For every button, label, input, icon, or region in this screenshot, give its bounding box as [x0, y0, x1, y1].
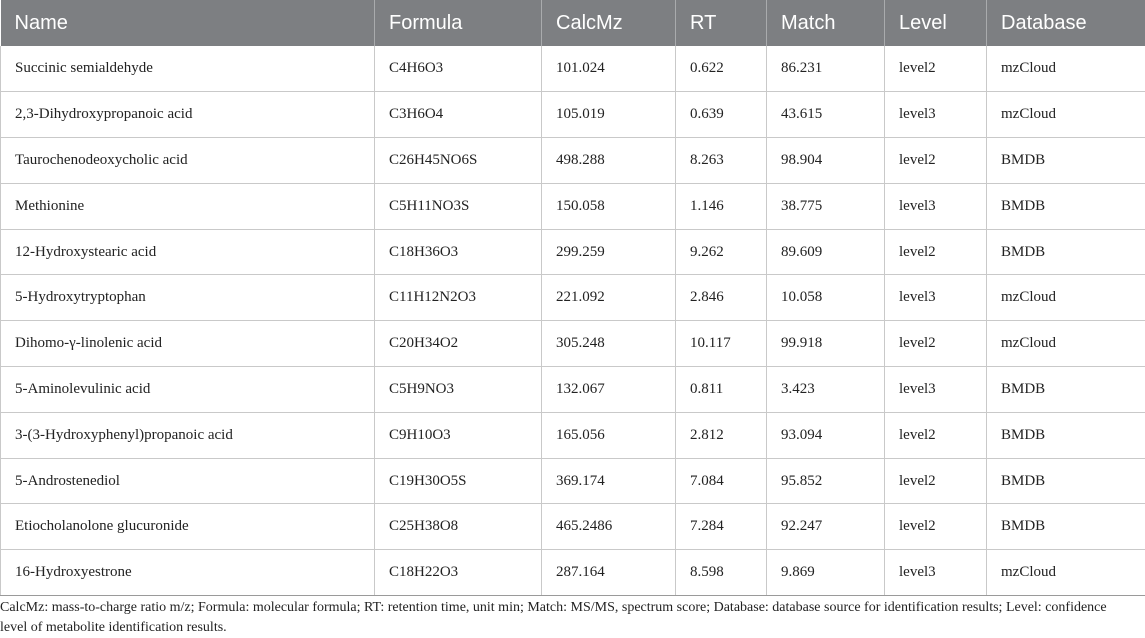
table-row [1, 138, 1145, 184]
cell-calcmz: 132.067 [542, 367, 676, 413]
column-header-rt: RT [676, 0, 767, 46]
cell-rt: 0.811 [676, 367, 767, 413]
cell-name: Dihomo-γ-linolenic acid [1, 321, 375, 367]
cell-match: 95.852 [767, 458, 885, 504]
table-row [1, 183, 1145, 229]
cell-name: Succinic semialdehyde [1, 46, 375, 92]
cell-name: 3-(3-Hydroxyphenyl)propanoic acid [1, 412, 375, 458]
cell-rt: 9.262 [676, 229, 767, 275]
cell-formula: C25H38O8 [375, 504, 542, 550]
cell-match: 9.869 [767, 550, 885, 596]
cell-name: 12-Hydroxystearic acid [1, 229, 375, 275]
cell-rt: 0.622 [676, 46, 767, 92]
cell-level: level2 [885, 138, 987, 184]
cell-formula: C5H9NO3 [375, 367, 542, 413]
cell-database: BMDB [987, 229, 1145, 275]
cell-database: mzCloud [987, 92, 1145, 138]
cell-calcmz: 150.058 [542, 183, 676, 229]
cell-rt: 7.284 [676, 504, 767, 550]
cell-match: 3.423 [767, 367, 885, 413]
cell-database: mzCloud [987, 550, 1145, 596]
cell-calcmz: 287.164 [542, 550, 676, 596]
cell-match: 92.247 [767, 504, 885, 550]
table-row [1, 229, 1145, 275]
cell-name: Etiocholanolone glucuronide [1, 504, 375, 550]
table-row [1, 458, 1145, 504]
cell-calcmz: 498.288 [542, 138, 676, 184]
cell-formula: C26H45NO6S [375, 138, 542, 184]
cell-rt: 8.598 [676, 550, 767, 596]
cell-database: BMDB [987, 412, 1145, 458]
cell-calcmz: 299.259 [542, 229, 676, 275]
table-row [1, 275, 1145, 321]
column-header-formula: Formula [375, 0, 542, 46]
cell-match: 89.609 [767, 229, 885, 275]
table-row [1, 550, 1145, 596]
cell-database: mzCloud [987, 46, 1145, 92]
cell-formula: C4H6O3 [375, 46, 542, 92]
table-row [1, 504, 1145, 550]
header-row [1, 0, 1145, 46]
column-header-level: Level [885, 0, 987, 46]
cell-level: level2 [885, 321, 987, 367]
table-row [1, 367, 1145, 413]
cell-database: BMDB [987, 458, 1145, 504]
table-row [1, 46, 1145, 92]
column-header-calcmz: CalcMz [542, 0, 676, 46]
cell-calcmz: 305.248 [542, 321, 676, 367]
cell-level: level3 [885, 92, 987, 138]
cell-name: Taurochenodeoxycholic acid [1, 138, 375, 184]
cell-database: BMDB [987, 367, 1145, 413]
cell-calcmz: 165.056 [542, 412, 676, 458]
cell-level: level2 [885, 504, 987, 550]
cell-database: mzCloud [987, 321, 1145, 367]
column-header-database: Database [987, 0, 1145, 46]
cell-match: 93.094 [767, 412, 885, 458]
cell-database: BMDB [987, 183, 1145, 229]
cell-name: 5-Hydroxytryptophan [1, 275, 375, 321]
cell-calcmz: 221.092 [542, 275, 676, 321]
table-row [1, 92, 1145, 138]
cell-level: level3 [885, 183, 987, 229]
cell-formula: C18H36O3 [375, 229, 542, 275]
cell-rt: 10.117 [676, 321, 767, 367]
cell-match: 38.775 [767, 183, 885, 229]
cell-calcmz: 101.024 [542, 46, 676, 92]
cell-name: 16-Hydroxyestrone [1, 550, 375, 596]
cell-level: level3 [885, 367, 987, 413]
cell-level: level3 [885, 275, 987, 321]
cell-level: level2 [885, 46, 987, 92]
cell-level: level2 [885, 412, 987, 458]
cell-level: level2 [885, 458, 987, 504]
cell-match: 98.904 [767, 138, 885, 184]
cell-level: level2 [885, 229, 987, 275]
cell-name: 5-Androstenediol [1, 458, 375, 504]
cell-formula: C5H11NO3S [375, 183, 542, 229]
table-row [1, 412, 1145, 458]
table-body [1, 46, 1145, 596]
table-row [1, 321, 1145, 367]
cell-rt: 2.812 [676, 412, 767, 458]
cell-database: BMDB [987, 138, 1145, 184]
cell-match: 99.918 [767, 321, 885, 367]
cell-rt: 1.146 [676, 183, 767, 229]
table-footnote: CalcMz: mass-to-charge ratio m/z; Formula: molecular formula; RT: retention time, unit min; Match: MS/MS, spectrum score; Database: database source for identification results; Level: confidence level of metabolite identification results. [0, 600, 1107, 635]
cell-formula: C18H22O3 [375, 550, 542, 596]
cell-database: mzCloud [987, 275, 1145, 321]
cell-rt: 2.846 [676, 275, 767, 321]
cell-level: level3 [885, 550, 987, 596]
cell-name: Methionine [1, 183, 375, 229]
cell-database: BMDB [987, 504, 1145, 550]
cell-name: 2,3-Dihydroxypropanoic acid [1, 92, 375, 138]
cell-formula: C9H10O3 [375, 412, 542, 458]
cell-rt: 7.084 [676, 458, 767, 504]
column-header-name: Name [1, 0, 375, 46]
cell-match: 86.231 [767, 46, 885, 92]
cell-formula: C19H30O5S [375, 458, 542, 504]
cell-rt: 8.263 [676, 138, 767, 184]
cell-calcmz: 465.2486 [542, 504, 676, 550]
table-header [1, 0, 1145, 46]
cell-match: 43.615 [767, 92, 885, 138]
cell-formula: C20H34O2 [375, 321, 542, 367]
cell-formula: C3H6O4 [375, 92, 542, 138]
cell-calcmz: 369.174 [542, 458, 676, 504]
cell-rt: 0.639 [676, 92, 767, 138]
column-header-match: Match [767, 0, 885, 46]
cell-match: 10.058 [767, 275, 885, 321]
cell-name: 5-Aminolevulinic acid [1, 367, 375, 413]
cell-formula: C11H12N2O3 [375, 275, 542, 321]
cell-calcmz: 105.019 [542, 92, 676, 138]
